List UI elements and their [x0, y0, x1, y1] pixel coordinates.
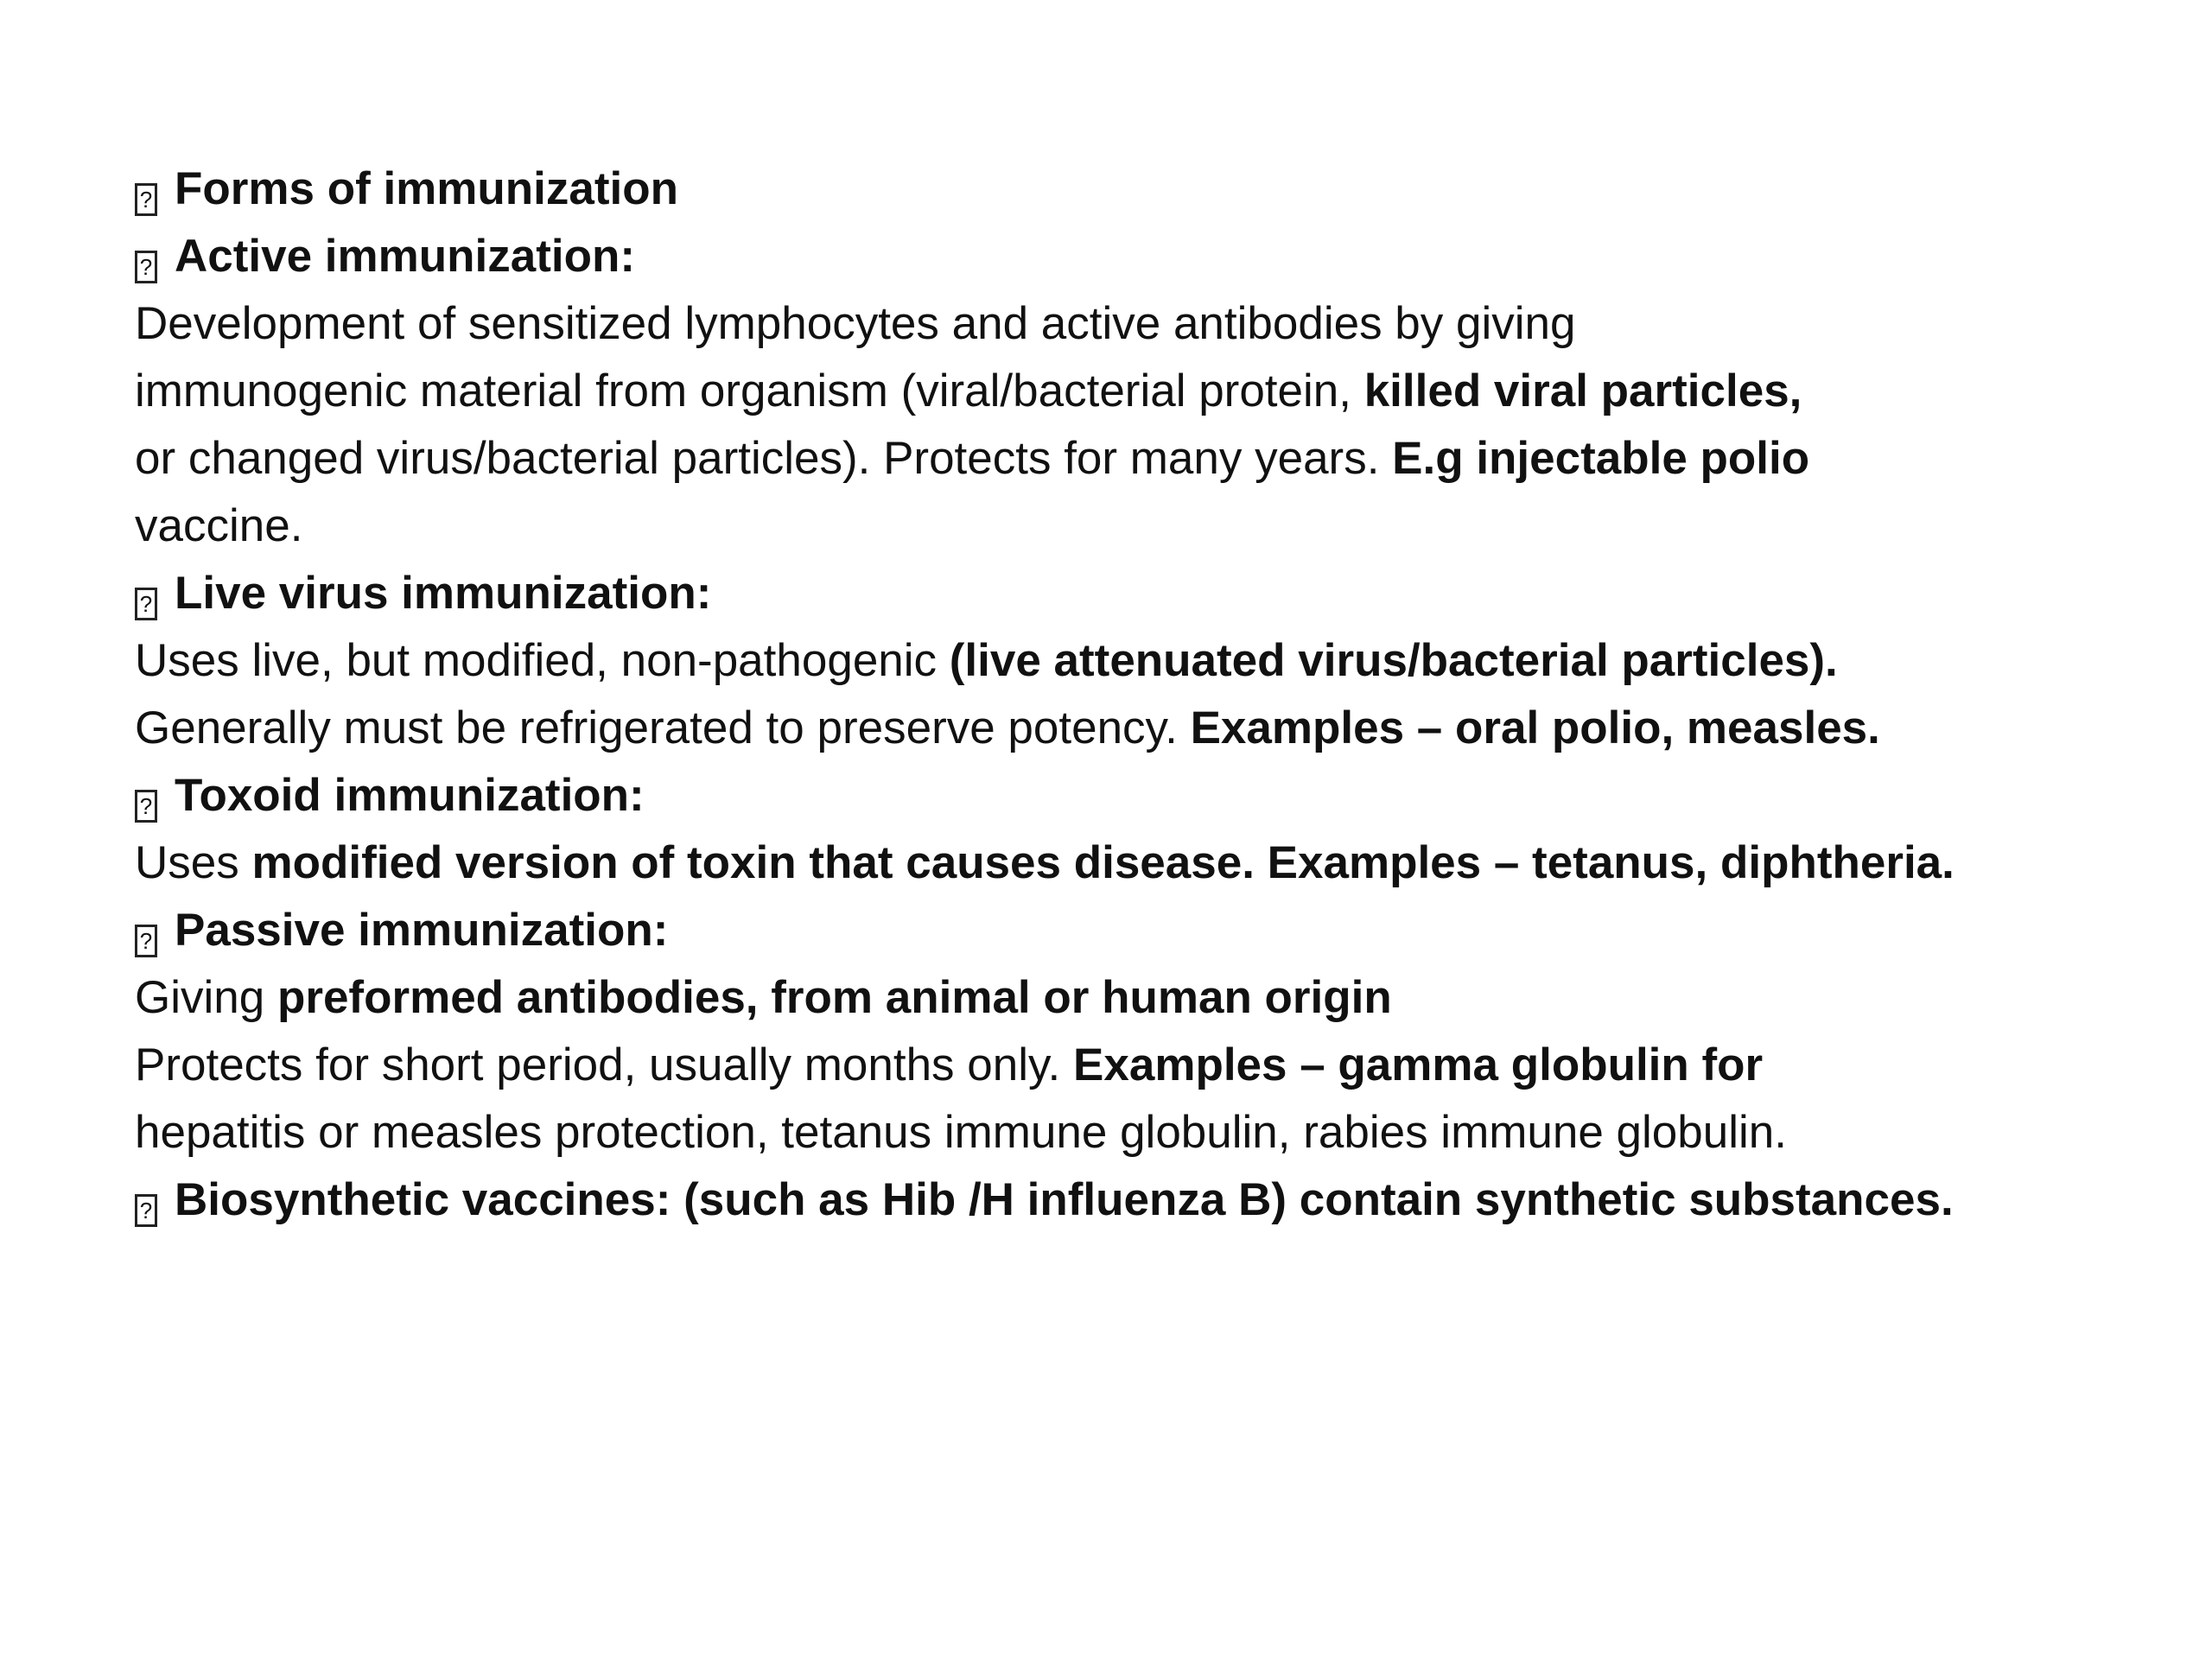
text-line	[135, 1099, 2122, 1166]
text-segment: Uses	[135, 837, 252, 888]
bullet-heading-line	[135, 223, 2122, 290]
text-line	[135, 290, 2122, 358]
text-line	[135, 964, 2122, 1032]
bold-text-segment: (live attenuated virus/bacterial particles).	[949, 635, 1838, 686]
text-line	[135, 1032, 2122, 1099]
bold-text-segment: Biosynthetic vaccines: (such as Hib /H influenza B) contain synthetic substances.	[175, 1174, 1954, 1225]
missing-glyph-bullet-icon: ?	[135, 183, 157, 216]
bold-text-segment: killed viral particles,	[1363, 365, 1802, 416]
bold-text-segment: preformed antibodies, from animal or human origin	[276, 972, 1392, 1023]
text-line	[135, 358, 2122, 425]
text-segment: hepatitis or measles protection, tetanus immune globulin, rabies immune globulin.	[135, 1107, 1787, 1158]
text-segment: Generally must be refrigerated to preserve potency.	[135, 702, 1191, 753]
bullet-heading-line	[135, 1166, 2122, 1234]
slide-body-text	[135, 156, 2122, 1234]
bullet-heading-line	[135, 560, 2122, 627]
text-segment: Uses live, but modified, non-pathogenic	[135, 635, 950, 686]
missing-glyph-bullet-icon: ?	[135, 1194, 157, 1227]
text-segment: or changed virus/bacterial particles). Protects for many years.	[135, 433, 1393, 484]
text-segment: immunogenic material from organism (viral/bacterial protein,	[135, 365, 1364, 416]
missing-glyph-bullet-icon: ?	[135, 588, 157, 620]
bullet-heading-line	[135, 156, 2122, 223]
bold-text-segment: Active immunization:	[175, 231, 636, 282]
text-line	[135, 493, 2122, 560]
missing-glyph-bullet-icon: ?	[135, 251, 157, 283]
bold-text-segment: Examples – oral polio, measles.	[1190, 702, 1880, 753]
bold-text-segment: Passive immunization:	[175, 905, 669, 956]
bold-text-segment: E.g injectable polio	[1392, 433, 1810, 484]
text-segment: Development of sensitized lymphocytes and active antibodies by giving	[135, 298, 1576, 349]
text-segment: Giving	[135, 972, 277, 1023]
missing-glyph-bullet-icon: ?	[135, 925, 157, 957]
bullet-heading-line	[135, 897, 2122, 964]
text-segment: vaccine.	[135, 500, 303, 551]
text-line	[135, 425, 2122, 493]
bold-text-segment: Examples – gamma globulin for	[1073, 1039, 1764, 1090]
bold-text-segment: Toxoid immunization:	[175, 770, 645, 821]
text-line	[135, 627, 2122, 695]
missing-glyph-bullet-icon: ?	[135, 790, 157, 823]
bold-text-segment: modified version of toxin that causes disease. Examples – tetanus, diphtheria.	[251, 837, 1955, 888]
bullet-heading-line	[135, 762, 2122, 830]
text-segment: Protects for short period, usually months only.	[135, 1039, 1074, 1090]
bold-text-segment: Forms of immunization	[175, 163, 678, 214]
text-line	[135, 830, 2122, 897]
text-line	[135, 695, 2122, 762]
bold-text-segment: Live virus immunization:	[175, 568, 712, 619]
